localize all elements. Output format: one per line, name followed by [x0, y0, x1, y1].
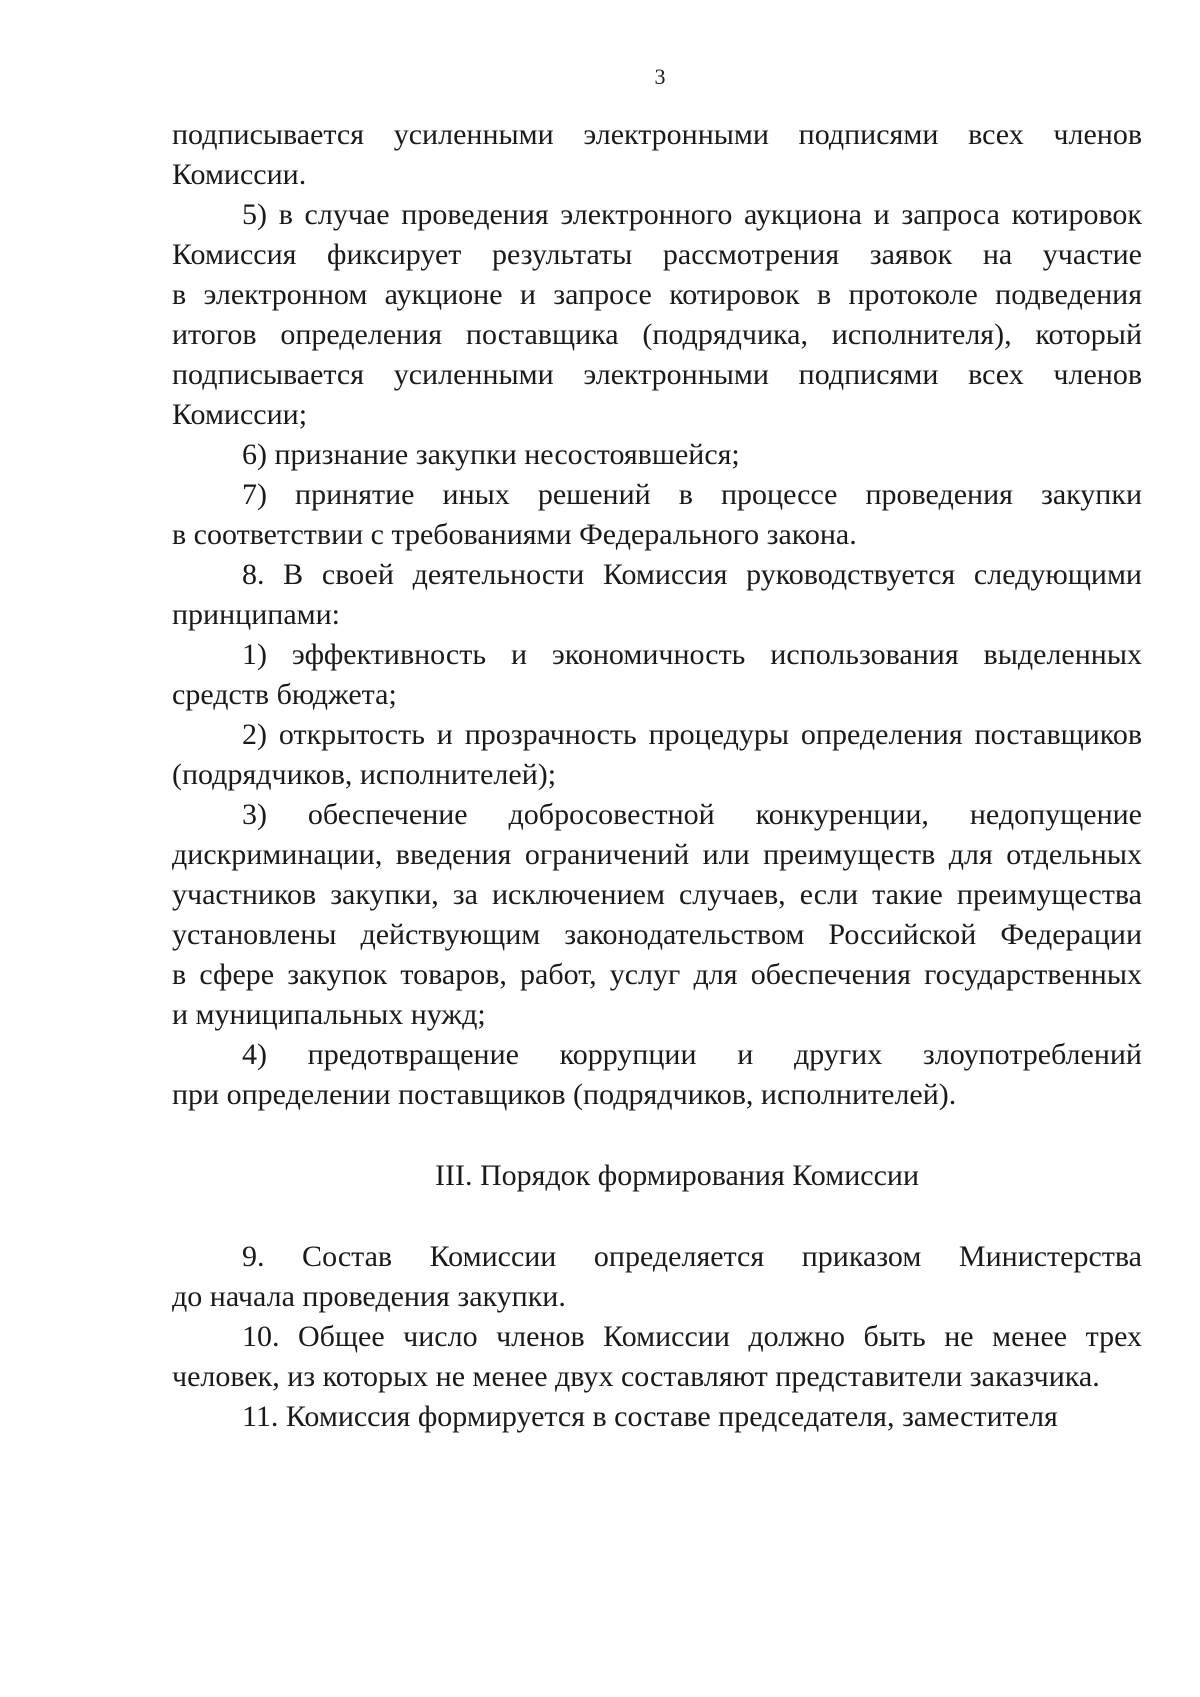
paragraph — [172, 435, 1142, 475]
text-line: дискриминации, введения ограничений или преимуществ для отдельных — [172, 838, 1142, 871]
text-line: 11. Комиссия формируется в составе председателя, заместителя — [242, 1400, 1058, 1433]
text-line: 7) принятие иных решений в процессе проведения закупки — [242, 478, 1142, 511]
text-line: участников закупки, за исключением случаев, если такие преимущества — [172, 878, 1142, 911]
paragraph — [172, 555, 1142, 635]
text-line: в соответствии с требованиями Федерального закона. — [172, 518, 857, 551]
text-line: 4) предотвращение коррупции и других злоупотреблений — [242, 1038, 1142, 1071]
text-line: 10. Общее число членов Комиссии должно быть не менее трех — [242, 1320, 1142, 1353]
text-line: до начала проведения закупки. — [172, 1280, 566, 1313]
text-line: средств бюджета; — [172, 678, 397, 711]
paragraph — [172, 115, 1142, 195]
text-line: 5) в случае проведения электронного аукциона и запроса котировок — [242, 198, 1142, 231]
text-line: принципами: — [172, 598, 341, 631]
text-line: 8. В своей деятельности Комиссия руководствуется следующими — [242, 558, 1142, 591]
paragraphs-top — [172, 115, 1142, 1115]
paragraph — [172, 1317, 1142, 1397]
text-line: итогов определения поставщика (подрядчика, исполнителя), который — [172, 318, 1142, 351]
page-number: 3 — [654, 64, 666, 89]
text-line: подписывается усиленными электронными подписями всех членов — [172, 358, 1142, 391]
text-line: Комиссия фиксирует результаты рассмотрения заявок на участие — [172, 238, 1142, 271]
document-body — [172, 115, 1142, 1437]
paragraph — [172, 795, 1142, 1035]
paragraphs-bottom — [172, 1237, 1142, 1437]
text-line: Комиссии. — [172, 158, 307, 191]
paragraph — [172, 635, 1142, 715]
paragraph — [172, 475, 1142, 555]
paragraph — [172, 195, 1142, 435]
text-line: 1) эффективность и экономичность использования выделенных — [242, 638, 1142, 671]
text-line: в электронном аукционе и запросе котировок в протоколе подведения — [172, 278, 1142, 311]
text-line: установлены действующим законодательством Российской Федерации — [172, 918, 1142, 951]
text-line: 6) признание закупки несостоявшейся; — [242, 438, 740, 471]
text-line: и муниципальных нужд; — [172, 998, 486, 1031]
text-line: человек, из которых не менее двух составляют представители заказчика. — [172, 1360, 1100, 1393]
paragraph — [172, 1035, 1142, 1115]
paragraph — [172, 715, 1142, 795]
text-line: при определении поставщиков (подрядчиков, исполнителей). — [172, 1078, 957, 1111]
text-line: 2) открытость и прозрачность процедуры определения поставщиков — [242, 718, 1142, 751]
paragraph — [172, 1397, 1142, 1437]
text-line: (подрядчиков, исполнителей); — [172, 758, 557, 791]
text-line: 3) обеспечение добросовестной конкуренции, недопущение — [242, 798, 1142, 831]
text-line: 9. Состав Комиссии определяется приказом Министерства — [242, 1240, 1142, 1273]
text-line: подписывается усиленными электронными подписями всех членов — [172, 118, 1142, 151]
text-line: Комиссии; — [172, 398, 308, 431]
paragraph — [172, 1237, 1142, 1317]
section-heading: III. Порядок формирования Комиссии — [434, 1159, 919, 1192]
text-line: в сфере закупок товаров, работ, услуг для обеспечения государственных — [172, 958, 1142, 991]
